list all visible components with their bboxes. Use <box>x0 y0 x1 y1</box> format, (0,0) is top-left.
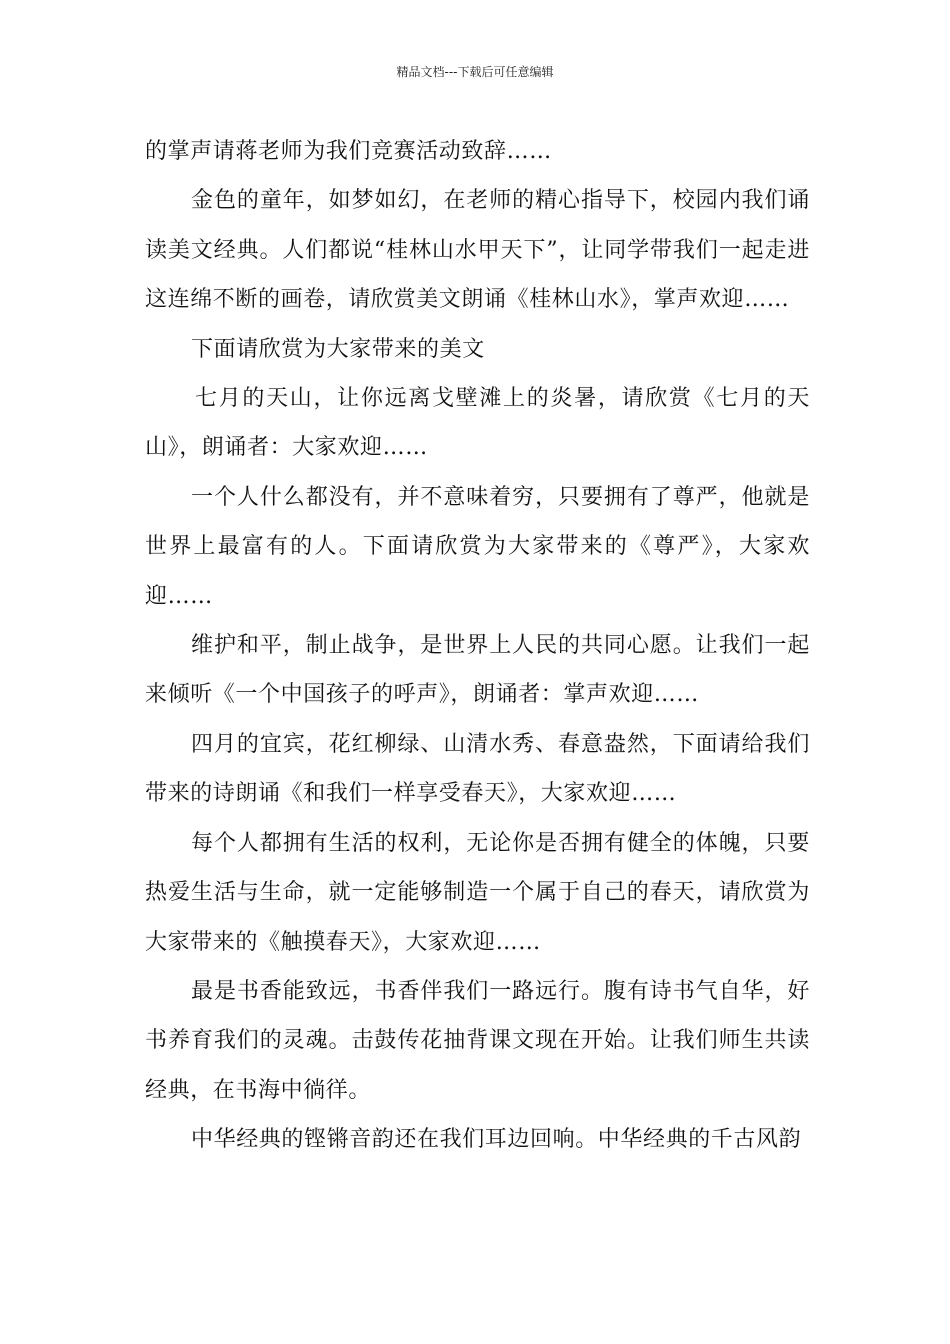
paragraph-7: 四月的宜宾，花红柳绿、山清水秀、春意盎然，下面请给我们带来的诗朗诵《和我们一样享受春天》，大家欢迎…… <box>145 731 810 807</box>
paragraph-6: 维护和平，制止战争，是世界上人民的共同心愿。让我们一起来倾听《一个中国孩子的呼声》，朗诵者：掌声欢迎…… <box>145 633 810 708</box>
paragraph-1: 的掌声请蒋老师为我们竞赛活动致辞…… <box>145 139 552 164</box>
paragraph-4: 七月的天山，让你远离戈壁滩上的炎暑，请欣赏《七月的天山》，朗诵者：大家欢迎…… <box>145 386 810 461</box>
paragraph-9: 最是书香能致远，书香伴我们一路远行。腹有诗书气自华，好书养育我们的灵魂。击鼓传花抽背课文现在开始。让我们师生共读经典，在书海中徜徉。 <box>145 978 810 1103</box>
paragraph-3: 下面请欣赏为大家带来的美文 <box>191 336 485 362</box>
paragraph-10: 中华经典的铿锵音韵还在我们耳边回响。中华经典的千古风韵 <box>191 1127 802 1153</box>
paragraph-8: 每个人都拥有生活的权利，无论你是否拥有健全的体魄，只要热爱生活与生命，就一定能够制造一个属于自己的春天，请欣赏为大家带来的《触摸春天》，大家欢迎…… <box>145 830 810 955</box>
paragraph-2: 金色的童年，如梦如幻，在老师的精心指导下，校园内我们诵读美文经典。人们都说“桂林山水甲天下”，让同学带我们一起走进这连绵不断的画卷，请欣赏美文朗诵《桂林山水》，掌声欢迎…… <box>145 188 810 313</box>
document-body <box>145 127 810 1165</box>
page-header: 精品文档---下载后可任意编辑 <box>396 65 554 79</box>
paragraph-5: 一个人什么都没有，并不意味着穷，只要拥有了尊严，他就是世界上最富有的人。下面请欣赏为大家带来的《尊严》，大家欢迎…… <box>145 484 810 609</box>
